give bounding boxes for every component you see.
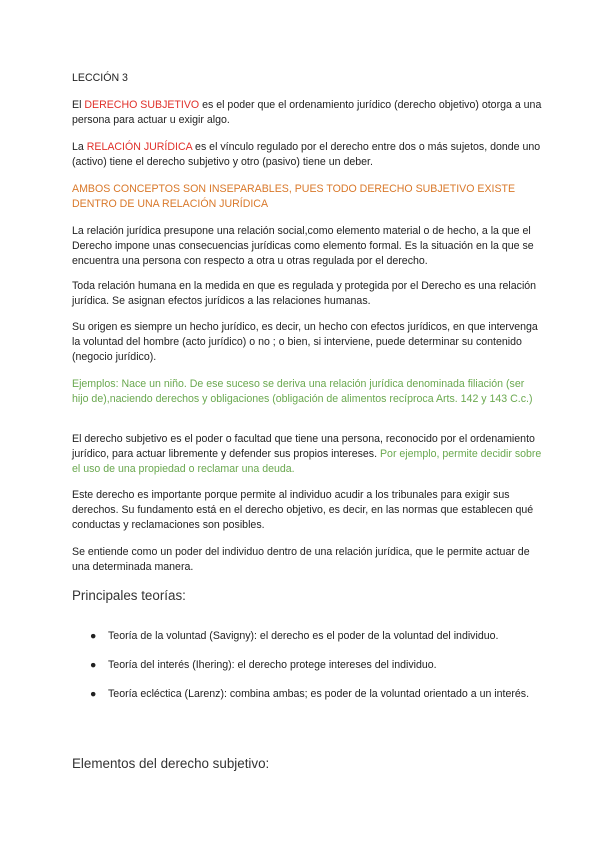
term-relacion-juridica: RELACIÓN JURÍDICA [86,141,193,153]
text: es el vínculo regulado por el derecho entre dos o más sujetos, donde uno (activo) tiene el derecho subjetivo y otro (pasivo) tiene un deber. [72,141,541,169]
paragraph-derecho-subjetivo [72,98,542,128]
term-derecho-subjetivo: DERECHO SUBJETIVO [84,99,200,111]
list-item [72,658,542,673]
list-item-text: Teoría ecléctica (Larenz): combina ambas; es poder de la voluntad orientado a un interés. [108,688,530,701]
callout-inseparables: AMBOS CONCEPTOS SON INSEPARABLES, PUES TODO DERECHO SUBJETIVO EXISTE DENTRO DE UNA RELACIÓN JURÍDICA [72,183,516,211]
paragraph-importancia: Este derecho es importante porque permite al individuo acudir a los tribunales para exigir sus derechos. Su fundamento está en el derecho objetivo, es decir, en las normas que establecen qué conductas y reclamaciones son posibles. [72,489,534,532]
example-inline: Por ejemplo, permite decidir sobre el uso de una propiedad o reclamar una deuda. [72,448,542,476]
text: El derecho subjetivo es el poder o facultad que tiene una persona, reconocido por el ordenamiento jurídico, para actuar libremente y defender sus propios intereses. [72,433,535,461]
paragraph-poder-individuo: Se entiende como un poder del individuo dentro de una relación jurídica, que le permite actuar de una determinada manera. [72,546,530,574]
list-item-text: Teoría de la voluntad (Savigny): el derecho es el poder de la voluntad del individuo. [108,630,499,642]
bullet-icon: ● [90,659,97,672]
text: El [72,99,85,111]
elements-heading: Elementos del derecho subjetivo: [72,756,270,771]
list-item [72,687,542,702]
paragraph-poder-facultad [72,432,542,478]
paragraph-relacion-social: La relación jurídica presupone una relación social,como elemento material o de hecho, a la que el Derecho impone unas consecuencias jurídicas como elemento formal. Es la situación en la que se encuentra una persona con respecto a otra u otras regulada por el derecho. [72,225,534,268]
list-item-text: Teoría del interés (Ihering): el derecho protege intereses del individuo. [108,659,437,672]
paragraph-origen: Su origen es siempre un hecho jurídico, es decir, un hecho con efectos jurídicos, en que intervenga la voluntad del hombre (acto jurídico) o no ; o bien, si interviene, puede determinar su contenido (negocio jurídico). [72,321,538,364]
example-paragraph: Ejemplos: Nace un niño. De ese suceso se deriva una relación jurídica denominada filiación (ser hijo de),naciendo derechos y obligaciones (obligación de alimentos recíproca Arts. 142 y 143 C.c.) [72,378,533,406]
bullet-icon: ● [90,630,97,642]
paragraph-relacion-humana: Toda relación humana en la medida en que es regulada y protegida por el Derecho es una relación jurídica. Se asignan efectos jurídicos a las relaciones humanas. [72,280,537,308]
text: es el poder que el ordenamiento jurídico (derecho objetivo) otorga a una persona para actuar u exigir algo. [72,99,542,127]
lesson-title: LECCIÓN 3 [72,72,128,84]
bullet-icon: ● [90,688,97,701]
list-item [72,629,542,644]
theories-heading: Principales teorías: [72,588,186,603]
theories-list [72,629,542,703]
text: La [72,141,87,153]
paragraph-relacion-juridica [72,140,542,170]
